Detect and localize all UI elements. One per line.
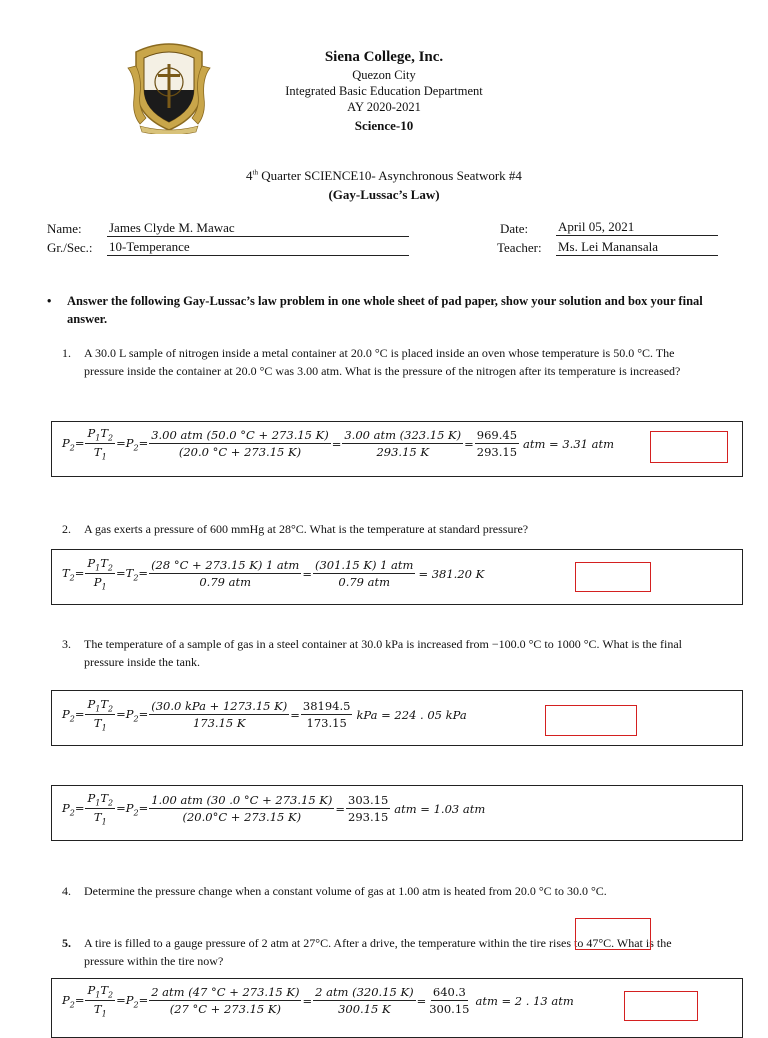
- problem-3-text: The temperature of a sample of gas in a steel container at 30.0 kPa is increased from −100.0 °C to 1000 °C. What is the final pressure inside the tank.: [84, 637, 682, 669]
- problem-2: 2. A gas exerts a pressure of 600 mmHg at 28°C. What is the temperature at standard pressure?: [62, 520, 712, 538]
- equation-4: $P_2=$ $\frac{P_1T_2}{T_1}$ $=P_2=$ $\frac{\text{1.00 atm (30 .0 °C + 273.15 K)}}{(20.0^\circ C + 273.15 K)}$ = $\frac{303.15}{293.15}$ atm = 1.03 atm: [62, 791, 486, 827]
- problem-2-text: A gas exerts a pressure of 600 mmHg at 28°C. What is the temperature at standard pressure?: [84, 522, 529, 536]
- answer-box-5: [624, 991, 698, 1021]
- name-label: Name:: [47, 221, 82, 236]
- equation-box-4: [51, 785, 743, 841]
- problem-3: 3. The temperature of a sample of gas in a steel container at 30.0 kPa is increased from −100.0 °C to 1000 °C. What is the final pressure inside the tank.: [62, 635, 712, 671]
- answer-box-3: [545, 705, 637, 736]
- teacher-value: Ms. Lei Manansala: [556, 239, 718, 256]
- problem-4: 4. Determine the pressure change when a constant volume of gas at 1.00 atm is heated from 20.0 °C to 30.0 °C.: [62, 882, 712, 900]
- date-label: Date:: [500, 221, 529, 236]
- answer-box-2: [575, 562, 651, 592]
- equation-box-3: [51, 690, 743, 746]
- problem-5: 5. A tire is filled to a gauge pressure of 2 atm at 27°C. After a drive, the temperature within the tire rises to 47°C. What is the pressure within the tire now?: [62, 934, 712, 970]
- highlight-box-tire-rises: [575, 918, 651, 950]
- teacher-label: Teacher:: [497, 240, 542, 255]
- equation-5: $P_2=$ $\frac{P_1T_2}{T_1}$ $=P_2=$ $\frac{\text{2 atm (47 °C + 273.15 K)}}{(27 ^\circ C + 273.15 K)}$ = $\frac{\text{2 atm (320.15 K)}}{300.15 K}$ = $\frac{640.3}{300.15}$ atm = 2 . 13 atm: [62, 983, 574, 1019]
- problem-1-text: A 30.0 L sample of nitrogen inside a metal container at 20.0 °C is placed inside an oven whose temperature is 50.0 °C. The pressure inside the container at 20.0 °C was 3.00 atm. What is the pressure of the nitrogen after its temperature is increased?: [84, 346, 681, 378]
- instruction: [47, 292, 737, 328]
- school-department: Integrated Basic Education Department: [285, 84, 483, 98]
- answer-box-1: [650, 431, 728, 463]
- equation-box-5: [51, 978, 743, 1038]
- problem-1: 1. A 30.0 L sample of nitrogen inside a metal container at 20.0 °C is placed inside an oven whose temperature is 50.0 °C. The pressure inside the container at 20.0 °C was 3.00 atm. What is the pressure of the nitrogen after its temperature is increased?: [62, 344, 712, 380]
- subject-title: Science-10: [354, 118, 414, 133]
- school-city: Quezon City: [352, 68, 416, 82]
- equation-2: $T_2=$ $\frac{P_1T_2}{P_1}$ $=T_2=$ $\frac{\text{(28 °C + 273.15 K) 1 atm}}{\text{0.79 atm}}$ = $\frac{\text{(301.15 K) 1 atm}}{\text{0.79 atm}}$ = 381.20 K: [62, 556, 485, 592]
- grsec-value: 10-Temperance: [107, 239, 409, 256]
- school-name: Siena College, Inc.: [324, 49, 444, 65]
- academic-year: AY 2020-2021: [347, 100, 421, 114]
- problem-5-text: A tire is filled to a gauge pressure of 2 atm at 27°C. After a drive, the temperature within the tire rises to 47°C. What is the pressure within the tire now?: [84, 936, 672, 968]
- equation-1: $P_2=$ $\frac{P_1T_2}{T_1}$ $=P_2=$ $\frac{\text{3.00 atm (50.0 °C + 273.15 K)}}{(20.0 ^\circ C + 273.15 K)}$ = $\frac{\text{3.00 atm (323.15 K)}}{293.15 K}$ = $\frac{969.45}{293.15}$ atm = 3.31 atm: [62, 426, 614, 462]
- equation-box-1: [51, 421, 743, 477]
- problem-4-text: Determine the pressure change when a constant volume of gas at 1.00 atm is heated from 20.0 °C to 30.0 °C.: [84, 884, 607, 898]
- equation-3: $P_2=$ $\frac{P_1T_2}{T_1}$ $=P_2=$ $\frac{\text{(30.0 kPa + 1273.15 K)}}{173.15 K}$ = $\frac{38194.5}{173.15}$ kPa = 224 . 05 kPa: [62, 697, 467, 733]
- name-value: James Clyde M. Mawac: [107, 220, 409, 237]
- instruction-text: Answer the following Gay-Lussac’s law problem in one whole sheet of pad paper, show your solution and box your final answer.: [67, 294, 703, 326]
- seatwork-title: 4th Quarter SCIENCE10- Asynchronous Seatwork #4: [246, 168, 522, 183]
- bullet: •: [47, 294, 52, 308]
- equation-box-2: [51, 549, 743, 605]
- date-value: April 05, 2021: [556, 219, 718, 236]
- grsec-label: Gr./Sec.:: [47, 240, 93, 255]
- seatwork-subtitle: (Gay-Lussac’s Law): [328, 187, 440, 202]
